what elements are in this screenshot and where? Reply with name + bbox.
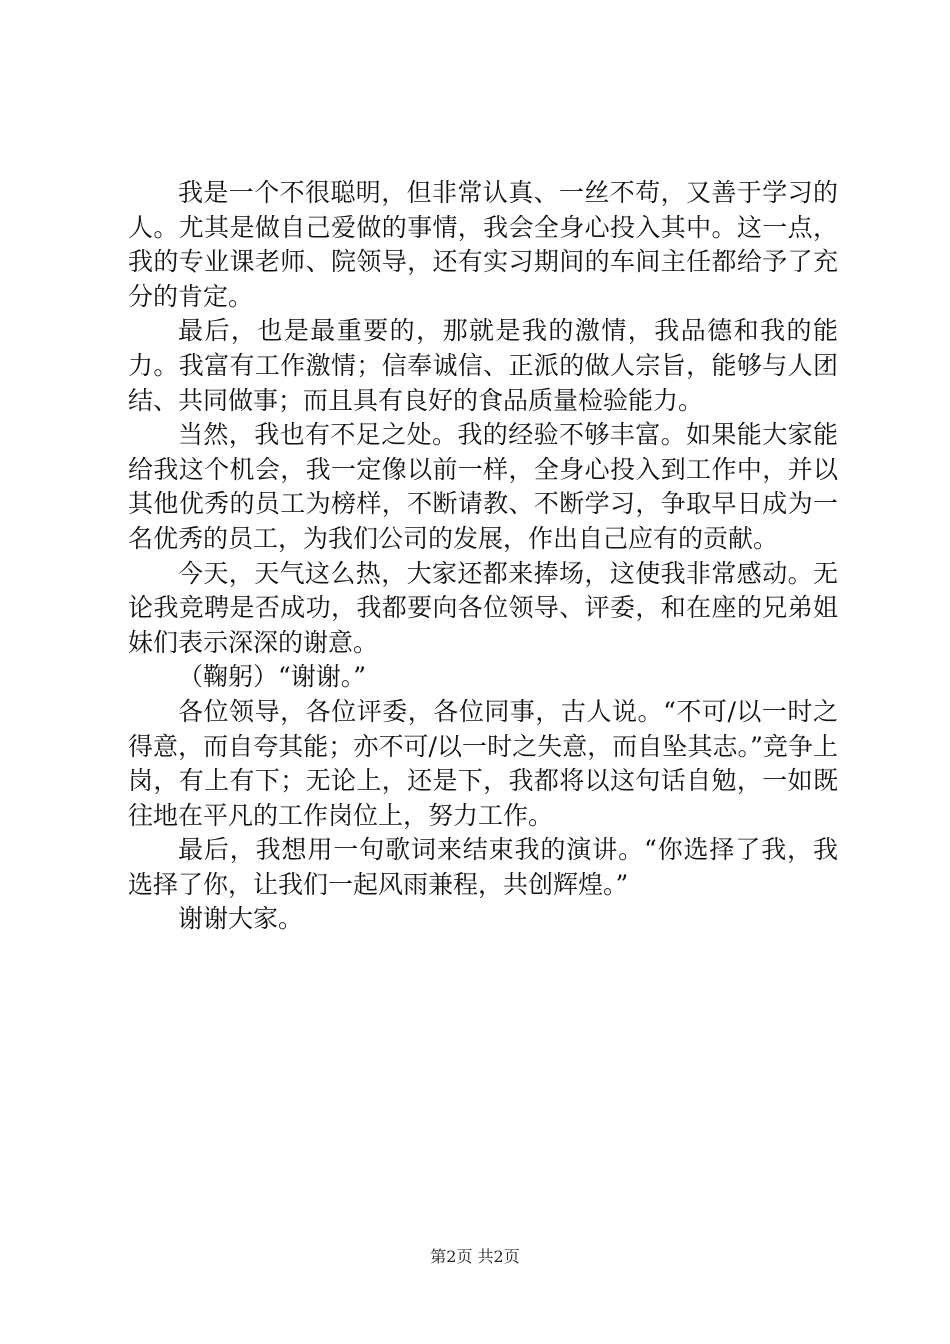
paragraph: 今天，天气这么热，大家还都来捧场，这使我非常感动。无论我竞聘是否成功，我都要向各位领导、评委，和在座的兄弟姐妹们表示深深的谢意。 <box>128 558 838 657</box>
paragraph: 最后，也是最重要的，那就是我的激情，我品德和我的能力。我富有工作激情；信奉诚信、正派的做人宗旨，能够与人团结、共同做事；而且具有良好的食品质量检验能力。 <box>128 316 838 415</box>
document-body <box>128 176 838 937</box>
paragraph: （鞠躬）“谢谢。” <box>178 662 367 692</box>
paragraph: 我是一个不很聪明，但非常认真、一丝不苟，又善于学习的人。尤其是做自己爱做的事情，我会全身心投入其中。这一点，我的专业课老师、院领导，还有实习期间的车间主任都给予了充分的肯定。 <box>128 178 838 311</box>
paragraph: 最后，我想用一句歌词来结束我的演讲。“你选择了我，我选择了你，让我们一起风雨兼程，共创辉煌。” <box>128 835 838 899</box>
page-footer: 第2页 共2页 <box>430 1247 520 1266</box>
paragraph: 谢谢大家。 <box>178 904 304 934</box>
paragraph: 各位领导，各位评委，各位同事，古人说。“不可/以一时之得意，而自夸其能；亦不可/以一时之失意，而自坠其志。”竞争上岗，有上有下；无论上，还是下，我都将以这句话自勉，一如既往地在平凡的工作岗位上，努力工作。 <box>128 696 838 830</box>
paragraph: 当然，我也有不足之处。我的经验不够丰富。如果能大家能给我这个机会，我一定像以前一样，全身心投入到工作中，并以其他优秀的员工为榜样，不断请教、不断学习，争取早日成为一名优秀的员工，为我们公司的发展，作出自己应有的贡献。 <box>128 420 838 553</box>
